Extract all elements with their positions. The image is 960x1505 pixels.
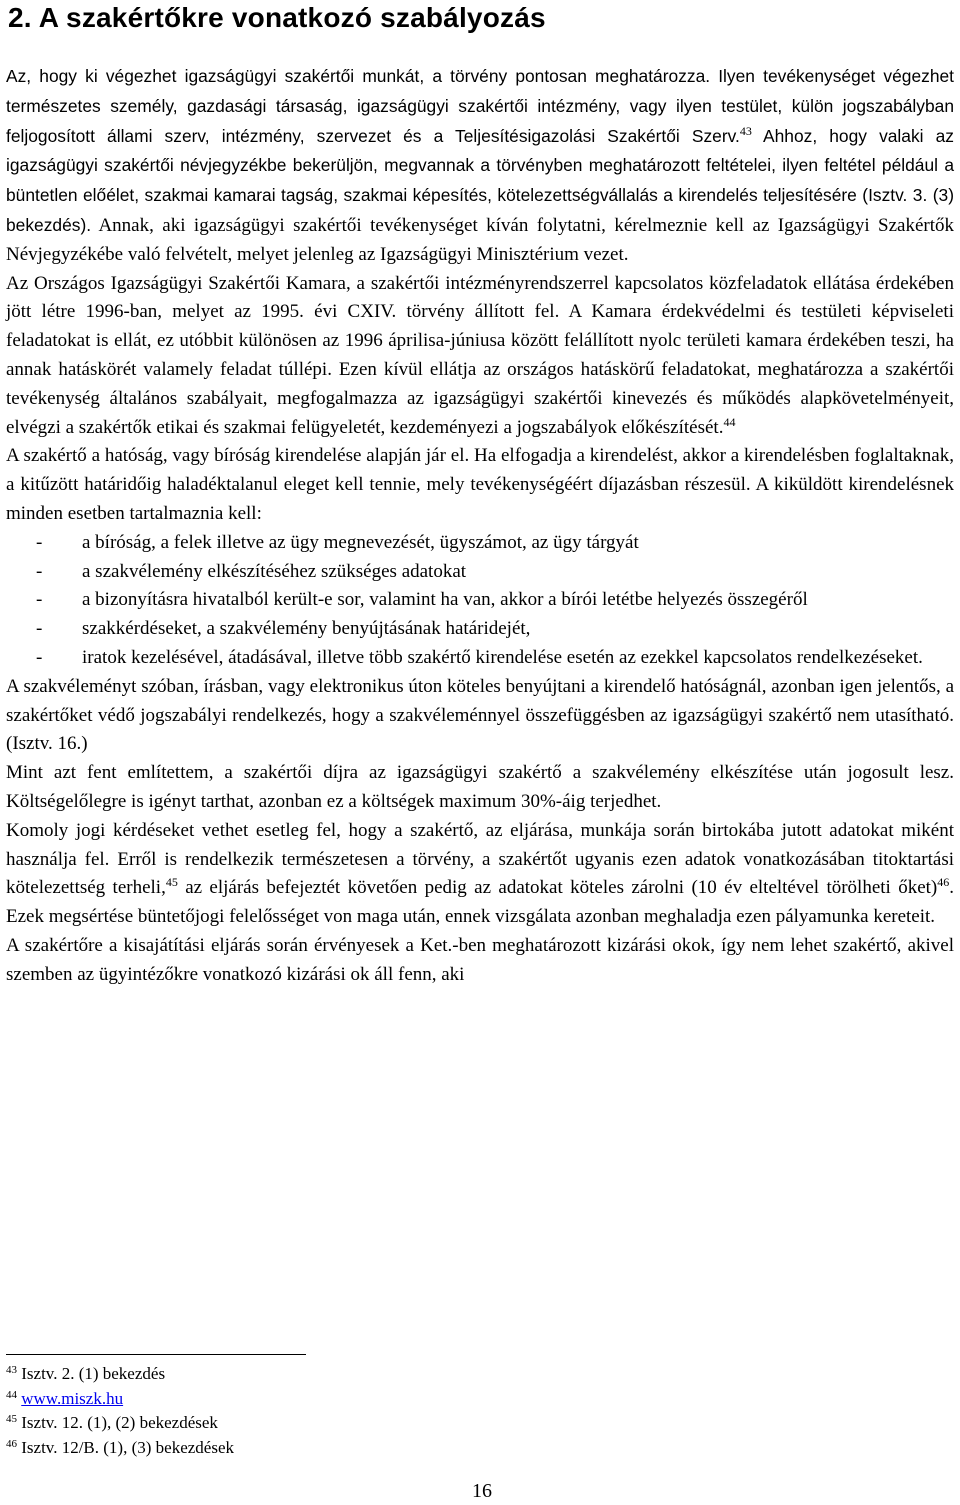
paragraph-text: az eljárás befejeztét követően pedig az adatokat köteles zárolni (10 év elteltével törölheti őket) [177,877,938,899]
list-item [6,615,954,644]
list-item [6,558,954,587]
footnote-link[interactable]: www.miszk.hu [21,1388,124,1408]
footnote-number: 45 [6,1413,17,1425]
footnote-number: 46 [6,1437,17,1450]
page-number: 16 [472,1480,492,1502]
paragraph-exclusion: A szakértőre a kisajátítási eljárás során érvényesek a Ket.-ben meghatározott kizárási okok, így nem lehet szakértő, akivel szemben az ügyintézőkre vonatkozó kizárási ok áll fenn, aki [6,934,954,985]
paragraph-eligibility [6,62,954,270]
paragraph-text: Az Országos Igazságügyi Szakértői Kamara, a szakértői intézményrendszerrel kapcsolatos közfeladatok ellátása érdekében jött létre 1996-ban, melyet az 1995. évi CXIV. törvény állított fel. A Kamara érdekvédelmi és testületi képviseleti feladatokat is ellát, ez utóbbit különösen az 1996 áprilisa-júniusa között felállított nyolc területi kamara érdekében teszi, ha annak hatáskörét valamely feladat túllépi. Ezen kívül ellátja az országos hatáskörű feladatokat, meghatározza a szakértői tevékenység általános szabályait, megfogalmazza az igazságügyi szakértői kinevezés és működés alapkövetelményeit, elvégzi a szakértők etikai és szakmai felügyeletét, kezdeményezi a jogszabályok előkészítését. [6,272,954,438]
list-item [6,529,954,558]
footnotes [6,1362,234,1460]
section-heading: 2. A szakértőkre vonatkozó szabályozás [8,2,546,33]
list-item-text: a bíróság, a felek illetve az ügy megnevezését, ügyszámot, az ügy tárgyát [82,531,639,553]
body-text [6,62,954,990]
dash-marker: - [36,589,43,611]
paragraph-text: Komoly jogi kérdéseket vethet esetleg fel, hogy a szakértő, az eljárása, munkája során birtokába jutott adatokat miként használja fel. Erről is rendelkezik természetesen a törvény, a szakértőt ugyanis ezen adatok vonatkozásában titoktartási kötelezettség terheli, [6,819,954,899]
dash-marker: - [36,560,43,582]
list-item [6,586,954,615]
paragraph-fee: Mint azt fent említettem, a szakértői díjra az igazságügyi szakértő a szakvélemény elkészítése után jogosult lesz. Költségelőlegre is igényt tarthat, azonban ez a költségek maximum 30%-áig terjedhet. [6,762,954,812]
list-item-text: iratok kezelésével, átadásával, illetve több szakértő kirendelése esetén az ezekkel kapcsolatos rendelkezéseket. [82,646,923,668]
paragraph-chamber [6,270,954,443]
footnote-text: Isztv. 2. (1) bekezdés [21,1364,166,1383]
footnote-item [6,1436,234,1461]
footnote-text: Isztv. 12/B. (1), (3) bekezdések [21,1437,234,1457]
paragraph-text: Ahhoz, hogy valaki az igazságügyi szakértői névjegyzékbe bekerüljön, megvannak a törvényben meghatározott feltételei, ilyen feltétel például a büntetlen előélet, szakmai kamarai tagság, szakmai képesítés, kötelezettségvállalás a kirendelés teljesítésére (Isztv. 3. (3) bekezdés). [6,125,954,235]
footnote-item [6,1387,234,1412]
footnote-number: 44 [6,1388,17,1401]
footnote-ref-45[interactable]: 45 [165,875,178,890]
list-item-text: a bizonyításra hivatalból került-e sor, valamint ha van, akkor a bírói letétbe helyezés összegéről [82,589,808,611]
footnote-ref-46[interactable]: 46 [937,875,950,890]
footnote-number: 43 [6,1364,17,1376]
footnote-separator [6,1354,306,1355]
dash-marker: - [36,646,43,668]
list-item [6,644,954,673]
dash-marker: - [36,531,43,553]
list-item-text: szakkérdéseket, a szakvélemény benyújtásának határidejét, [82,618,531,640]
footnote-ref-43[interactable]: 43 [739,123,752,138]
paragraph-submission: A szakvéleményt szóban, írásban, vagy elektronikus úton köteles benyújtani a kirendelő hatóságnál, azonban igen jelentős, a szakértőket védő jogszabályi rendelkezés, hogy a szakvéleménnyel összefüggésben az igazságügyi szakértő nem utasítható. (Isztv. 16.) [6,675,954,755]
dash-marker: - [36,618,43,640]
required-contents-list [6,529,954,673]
footnote-item [6,1362,234,1387]
list-item-text: a szakvélemény elkészítéséhez szükséges adatokat [82,560,467,582]
paragraph-text: . Ezek megsértése büntetőjogi felelősséget von maga után, ennek vizsgálata azonban meghaladja ezen pályamunka kereteit. [6,877,954,928]
footnote-item [6,1411,234,1436]
paragraph-appointment: A szakértő a hatóság, vagy bíróság kirendelése alapján jár el. Ha elfogadja a kirendelést, akkor a kirendelésben foglaltaknak, a kitűzött határidőig haladéktalanul eleget kell tennie, mely tevékenységéért díjazásban részesül. A kiküldött kirendelésnek minden esetben tartalmaznia kell: [6,445,954,524]
paragraph-text: Annak, aki igazságügyi szakértői tevékenységet kíván folytatni, kérelmeznie kell az Igazságügyi Szakértők Névjegyzékébe való felvételt, melyet jelenleg az Igazságügyi Minisztérium vezet. [6,214,954,265]
paragraph-text: Az, hogy ki végezhet igazságügyi szakértői munkát, a törvény pontosan meghatározza. Ilyen tevékenységet végezhet természetes személy, gazdasági társaság, igazságügyi szakértői intézmény, vagy ilyen testület, külön jogszabályban feljogosított állami szerv, intézmény, szervezet és a Teljesítésigazolási Szakértői Szerv. [6,66,954,146]
footnote-ref-44[interactable]: 44 [723,414,736,429]
footnote-text: Isztv. 12. (1), (2) bekezdések [21,1413,218,1432]
paragraph-confidentiality [6,817,954,932]
